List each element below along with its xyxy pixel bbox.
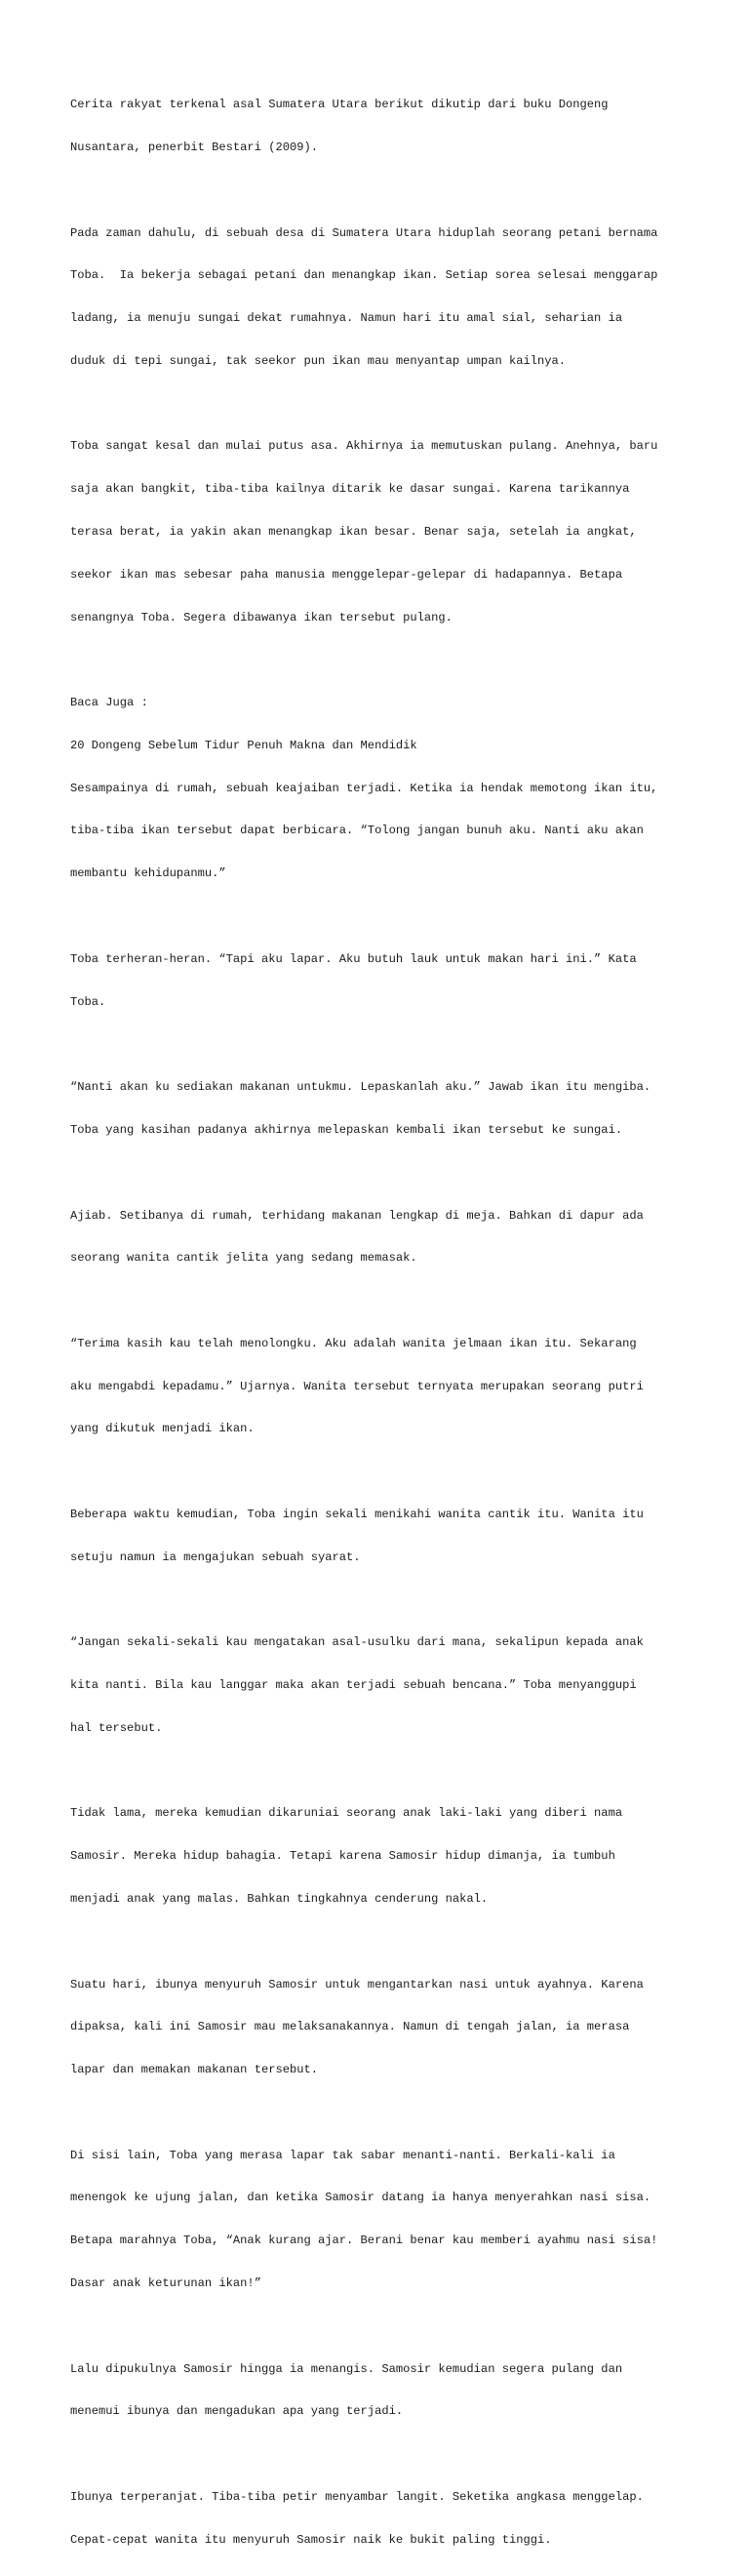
text-line: membantu kehidupanmu.” [70, 866, 226, 881]
text-line: setuju namun ia mengajukan sebuah syarat. [70, 1550, 361, 1564]
text-line: Toba sangat kesal dan mulai putus asa. Akhirnya ia memutuskan pulang. Anehnya, baru [70, 439, 658, 454]
text-line: ladang, ia menuju sungai dekat rumahnya. Namun hari itu amal sial, seharian ia [70, 311, 623, 326]
paragraph [70, 924, 694, 1038]
text-line: Ajiab. Setibanya di rumah, terhidang makanan lengkap di meja. Bahkan di dapur ada [70, 1208, 644, 1223]
paragraph-intro [70, 69, 694, 183]
paragraph [70, 2462, 694, 2576]
text-line: lapar dan memakan makanan tersebut. [70, 2063, 319, 2077]
paragraph [70, 1778, 694, 1935]
text-line: terasa berat, ia yakin akan menangkap ikan besar. Benar saja, setelah ia angkat, [70, 525, 637, 539]
text-line: tiba-tiba ikan tersebut dapat berbicara. “Tolong jangan bunuh aku. Nanti aku akan [70, 824, 644, 838]
paragraph [70, 1479, 694, 1593]
text-line: seorang wanita cantik jelita yang sedang memasak. [70, 1251, 417, 1266]
paragraph [70, 1308, 694, 1466]
text-line: Toba. Ia bekerja sebagai petani dan menangkap ikan. Setiap sorea selesai menggarap [70, 268, 658, 283]
text-line: Cerita rakyat terkenal asal Sumatera Utara berikut dikutip dari buku Dongeng [70, 98, 609, 112]
text-line: menemui ibunya dan mengadukan apa yang terjadi. [70, 2404, 404, 2419]
text-line: menengok ke ujung jalan, dan ketika Samosir datang ia hanya menyerahkan nasi sisa. [70, 2191, 651, 2205]
text-line: duduk di tepi sungai, tak seekor pun ikan mau menyantap umpan kailnya. [70, 353, 567, 368]
document-body [70, 69, 694, 2576]
text-line: Suatu hari, ibunya menyuruh Samosir untuk mengantarkan nasi untuk ayahnya. Karena [70, 1977, 644, 1992]
text-line: dipaksa, kali ini Samosir mau melaksanakannya. Namun di tengah jalan, ia merasa [70, 2020, 630, 2034]
text-line: yang dikutuk menjadi ikan. [70, 1422, 255, 1436]
text-line: seekor ikan mas sebesar paha manusia menggelepar-gelepar di hadapannya. Betapa [70, 567, 623, 582]
text-line: “Jangan sekali-sekali kau mengatakan asal-usulku dari mana, sekalipun kepada anak [70, 1635, 644, 1650]
text-line: Toba. [70, 994, 106, 1009]
text-line: Beberapa waktu kemudian, Toba ingin sekali menikahi wanita cantik itu. Wanita itu [70, 1507, 644, 1521]
text-line: hal tersebut. [70, 1720, 163, 1735]
text-line: Samosir. Mereka hidup bahagia. Tetapi karena Samosir hidup dimanja, ia tumbuh [70, 1849, 615, 1864]
text-line: menjadi anak yang malas. Bahkan tingkahnya cenderung nakal. [70, 1892, 489, 1906]
paragraph [70, 2120, 694, 2319]
text-line: kita nanti. Bila kau langgar maka akan terjadi sebuah bencana.” Toba menyanggupi [70, 1678, 637, 1693]
read-also-link[interactable]: 20 Dongeng Sebelum Tidur Penuh Makna dan Mendidik [70, 738, 417, 752]
text-line: Betapa marahnya Toba, “Anak kurang ajar. Berani benar kau memberi ayahmu nasi sisa! [70, 2234, 658, 2248]
text-line: Nusantara, penerbit Bestari (2009). [70, 140, 319, 154]
text-line: Di sisi lain, Toba yang merasa lapar tak sabar menanti-nanti. Berkali-kali ia [70, 2148, 615, 2162]
text-line: Tidak lama, mereka kemudian dikaruniai seorang anak laki-laki yang diberi nama [70, 1806, 623, 1821]
text-line: Lalu dipukulnya Samosir hingga ia menangis. Samosir kemudian segera pulang dan [70, 2361, 623, 2376]
paragraph [70, 1180, 694, 1294]
text-line: “Terima kasih kau telah menolongku. Aku adalah wanita jelmaan ikan itu. Sekarang [70, 1336, 637, 1350]
paragraph [70, 1949, 694, 2106]
read-also-label: Baca Juga : [70, 696, 148, 710]
text-line: Sesampainya di rumah, sebuah keajaiban terjadi. Ketika ia hendak memotong ikan itu, [70, 781, 658, 795]
paragraph [70, 411, 694, 653]
text-line: Toba yang kasihan padanya akhirnya melepaskan kembali ikan tersebut ke sungai. [70, 1122, 623, 1137]
text-line: aku mengabdi kepadamu.” Ujarnya. Wanita tersebut ternyata merupakan seorang putri [70, 1379, 644, 1393]
text-line: Cepat-cepat wanita itu menyuruh Samosir naik ke bukit paling tinggi. [70, 2532, 552, 2547]
text-line: saja akan bangkit, tiba-tiba kailnya ditarik ke dasar sungai. Karena tarikannya [70, 482, 630, 497]
text-line: “Nanti akan ku sediakan makanan untukmu. Lepaskanlah aku.” Jawab ikan itu mengiba. [70, 1080, 651, 1095]
paragraph [70, 197, 694, 396]
paragraph-read-also [70, 667, 694, 909]
text-line: Toba terheran-heran. “Tapi aku lapar. Aku butuh lauk untuk makan hari ini.” Kata [70, 951, 637, 966]
text-line: Ibunya terperanjat. Tiba-tiba petir menyambar langit. Seketika angkasa menggelap. [70, 2489, 644, 2504]
text-line: Pada zaman dahulu, di sebuah desa di Sumatera Utara hiduplah seorang petani bernama [70, 225, 658, 240]
paragraph [70, 2333, 694, 2447]
paragraph [70, 1607, 694, 1764]
text-line: senangnya Toba. Segera dibawanya ikan tersebut pulang. [70, 610, 453, 624]
text-line: Dasar anak keturunan ikan!” [70, 2276, 261, 2291]
paragraph [70, 1052, 694, 1166]
